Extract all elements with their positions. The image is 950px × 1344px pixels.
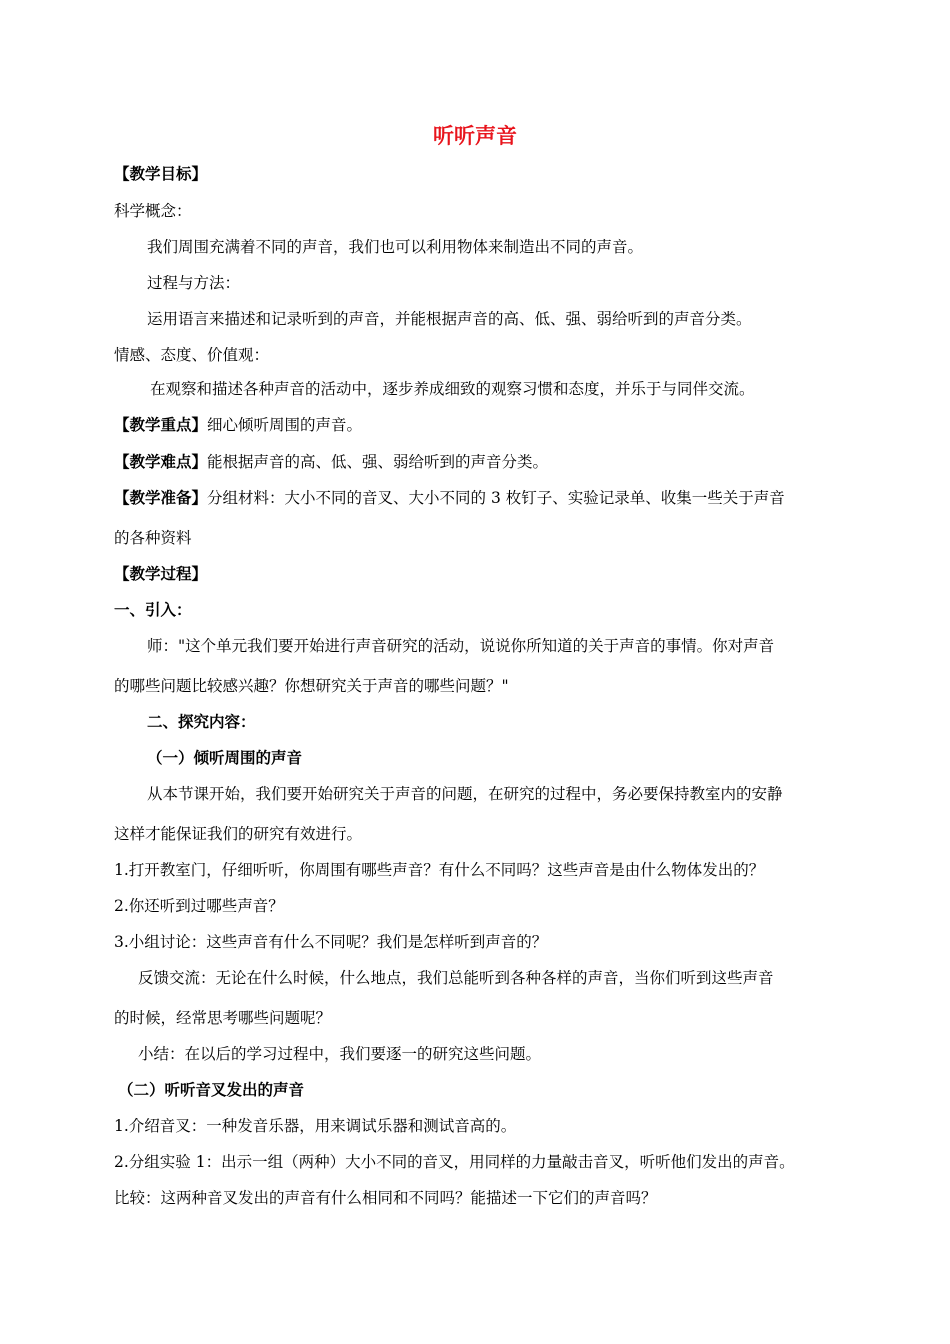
process-heading: 【教学过程】	[114, 565, 208, 583]
key-point-label: 【教学重点】	[114, 416, 208, 434]
difficulty	[114, 451, 839, 473]
process-label: 过程与方法：	[147, 274, 241, 292]
attitude-text: 在观察和描述各种声音的活动中，逐步养成细致的观察习惯和态度，并乐于与同伴交流。	[150, 380, 755, 398]
part2-step-2: 2.分组实验 1：出示一组（两种）大小不同的音叉，用同样的力量敲击音叉，听听他们发出的声音。	[114, 1153, 795, 1171]
intro-heading: 一、引入：	[114, 601, 192, 619]
preparation-text: 分组材料：大小不同的音叉、大小不同的 3 枚钉子、实验记录单、收集一些关于声音	[207, 489, 785, 507]
concept-label: 科学概念：	[114, 202, 192, 220]
part2-heading: （二）听听音叉发出的声音	[118, 1081, 305, 1099]
step-3: 3.小组讨论：这些声音有什么不同呢？我们是怎样听到声音的？	[114, 933, 548, 951]
goals-heading: 【教学目标】	[114, 165, 208, 183]
step-1: 1.打开教室门，仔细听听，你周围有哪些声音？有什么不同吗？这些声音是由什么物体发出的？	[114, 861, 765, 879]
summary-text: 小结：在以后的学习过程中，我们要逐一的研究这些问题。	[138, 1045, 542, 1063]
part2-step-1: 1.介绍音叉：一种发音乐器，用来调试乐器和测试音高的。	[114, 1117, 517, 1135]
step-2: 2.你还听到过哪些声音？	[114, 897, 284, 915]
feedback-text-cont: 的时候，经常思考哪些问题呢？	[114, 1009, 332, 1027]
part1-heading: （一）倾听周围的声音	[147, 749, 303, 767]
difficulty-text: 能根据声音的高、低、强、弱给听到的声音分类。	[207, 453, 549, 471]
part1-text-cont: 这样才能保证我们的研究有效进行。	[114, 825, 363, 843]
part2-compare: 比较：这两种音叉发出的声音有什么相同和不同吗？能描述一下它们的声音吗？	[114, 1189, 657, 1207]
preparation-text-cont: 的各种资料	[114, 529, 192, 547]
difficulty-label: 【教学难点】	[114, 453, 208, 471]
preparation-label: 【教学准备】	[114, 489, 208, 507]
page-title: 听听声音	[433, 124, 517, 148]
preparation	[114, 487, 839, 509]
attitude-label: 情感、态度、价值观：	[114, 346, 270, 364]
feedback-text: 反馈交流：无论在什么时候，什么地点，我们总能听到各种各样的声音，当你们听到这些声音	[138, 969, 774, 987]
concept-text: 我们周围充满着不同的声音，我们也可以利用物体来制造出不同的声音。	[147, 238, 644, 256]
explore-heading: 二、探究内容：	[147, 713, 256, 731]
process-text: 运用语言来描述和记录听到的声音，并能根据声音的高、低、强、弱给听到的声音分类。	[147, 310, 752, 328]
key-point	[114, 414, 839, 436]
key-point-text: 细心倾听周围的声音。	[207, 416, 363, 434]
intro-text: 师："这个单元我们要开始进行声音研究的活动，说说你所知道的关于声音的事情。你对声音	[147, 637, 775, 655]
part1-text: 从本节课开始，我们要开始研究关于声音的问题，在研究的过程中，务必要保持教室内的安静	[147, 785, 783, 803]
intro-text-cont: 的哪些问题比较感兴趣？你想研究关于声音的哪些问题？"	[114, 677, 509, 695]
